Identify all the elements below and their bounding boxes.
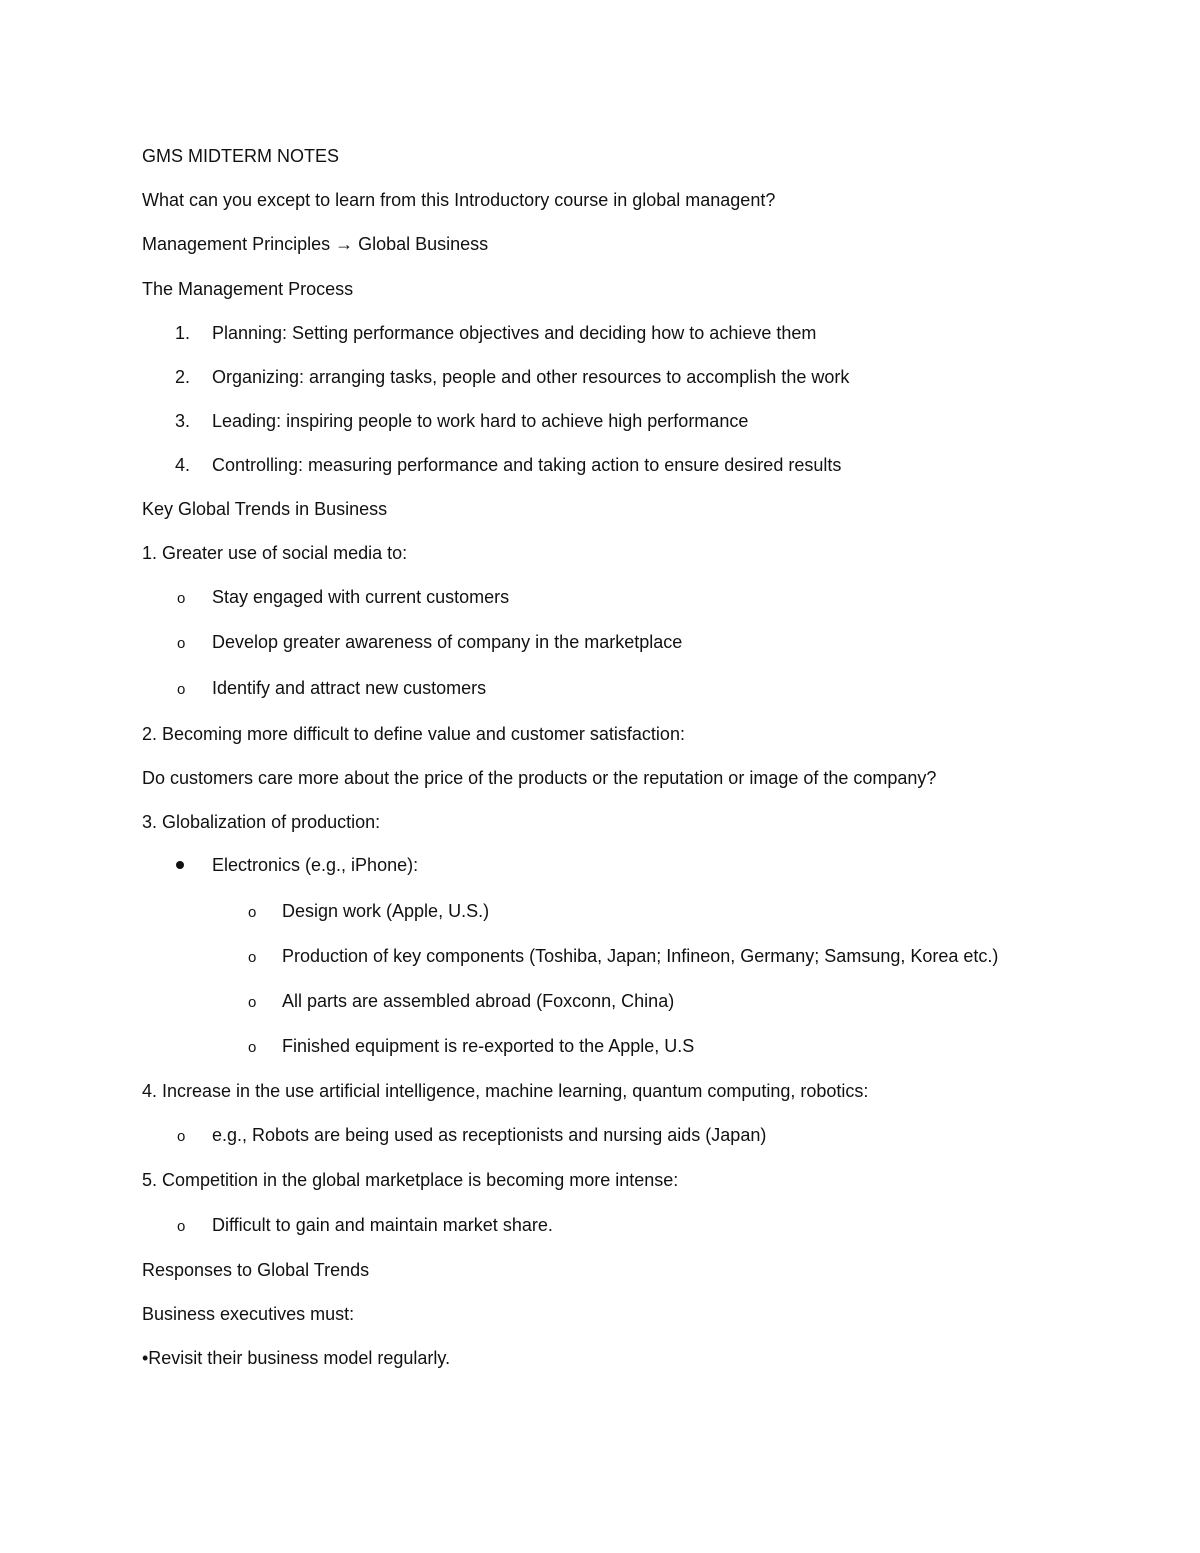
final-bullet: •Revisit their business model regularly.	[142, 1348, 451, 1368]
trend-1-bullet-2: Develop greater awareness of company in the marketplace	[212, 632, 683, 652]
responses-heading: Responses to Global Trends	[142, 1260, 370, 1280]
trend-3-subbullet-2: Production of key components (Toshiba, Japan; Infineon, Germany; Samsung, Korea etc.)	[282, 946, 999, 966]
bullet-marker: o	[248, 1039, 257, 1056]
trend-1: 1. Greater use of social media to:	[142, 543, 408, 563]
bullet-marker: o	[177, 635, 186, 652]
document-title: GMS MIDTERM NOTES	[142, 146, 339, 166]
process-heading: The Management Process	[142, 279, 354, 299]
process-item-3-text: Leading: inspiring people to work hard to achieve high performance	[212, 411, 749, 431]
process-item-4-text: Controlling: measuring performance and taking action to ensure desired results	[212, 455, 842, 475]
trend-3: 3. Globalization of production:	[142, 812, 381, 832]
process-item-4-number: 4.	[175, 455, 191, 475]
trend-3-bullet: Electronics (e.g., iPhone):	[212, 855, 419, 875]
trend-1-bullet-3: Identify and attract new customers	[212, 678, 487, 698]
trend-3-subbullet-4: Finished equipment is re-exported to the Apple, U.S	[282, 1036, 695, 1056]
bullet-dot	[176, 861, 184, 869]
bullet-marker: o	[177, 681, 186, 698]
trend-3-subbullet-1: Design work (Apple, U.S.)	[282, 901, 490, 921]
trends-heading: Key Global Trends in Business	[142, 499, 388, 519]
trend-1-bullet-1: Stay engaged with current customers	[212, 587, 510, 607]
process-item-2-number: 2.	[175, 367, 191, 387]
bullet-marker: o	[177, 590, 186, 607]
bullet-marker: o	[248, 949, 257, 966]
executives-line: Business executives must:	[142, 1304, 355, 1324]
bullet-marker: o	[177, 1128, 186, 1145]
trend-4-bullet: e.g., Robots are being used as receptionists and nursing aids (Japan)	[212, 1125, 767, 1145]
process-item-2-text: Organizing: arranging tasks, people and other resources to accomplish the work	[212, 367, 850, 387]
bullet-marker: o	[248, 904, 257, 921]
trend-3-subbullet-3: All parts are assembled abroad (Foxconn, China)	[282, 991, 675, 1011]
principles-line: Management Principles → Global Business	[142, 234, 489, 254]
trend-2: 2. Becoming more difficult to define value and customer satisfaction:	[142, 724, 685, 744]
trend-4: 4. Increase in the use artificial intelligence, machine learning, quantum computing, robotics:	[142, 1081, 869, 1101]
intro-question: What can you except to learn from this Introductory course in global managent?	[142, 190, 776, 210]
process-item-1-text: Planning: Setting performance objectives and deciding how to achieve them	[212, 323, 817, 343]
bullet-marker: o	[248, 994, 257, 1011]
trend-5: 5. Competition in the global marketplace is becoming more intense:	[142, 1170, 679, 1190]
process-item-1-number: 1.	[175, 323, 191, 343]
process-item-3-number: 3.	[175, 411, 191, 431]
trend-5-bullet: Difficult to gain and maintain market share.	[212, 1215, 553, 1235]
trend-2-question: Do customers care more about the price of the products or the reputation or image of the company?	[142, 768, 937, 788]
bullet-marker: o	[177, 1218, 186, 1235]
